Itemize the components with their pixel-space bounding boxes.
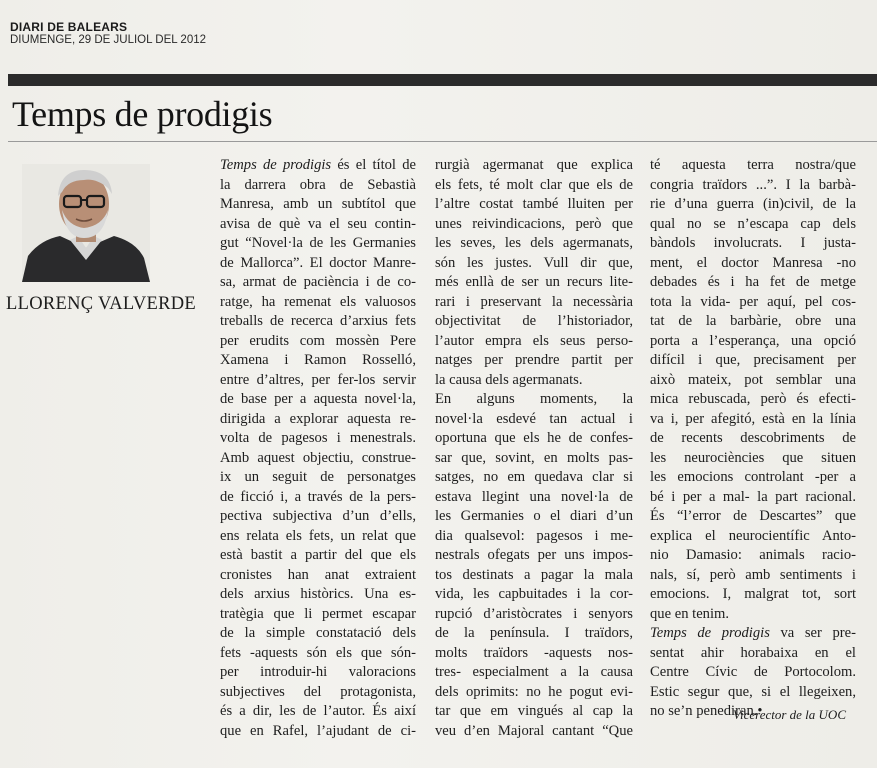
text-run: no se’n penediran.• bbox=[650, 703, 763, 719]
text-line bbox=[650, 195, 856, 215]
text-run: l’autor empra els seus perso- bbox=[435, 332, 633, 349]
text-line bbox=[435, 585, 633, 605]
text-run: És “l’error de Descartes” que bbox=[650, 508, 856, 524]
text-run: ratge, ha remenat els valuosos bbox=[220, 293, 416, 310]
text-line bbox=[220, 410, 416, 430]
text-run: de ficció i, a través de la pers- bbox=[220, 488, 416, 505]
text-line bbox=[650, 488, 856, 508]
text-run: Estic segur que, si el llegeixen, bbox=[650, 683, 856, 700]
text-line bbox=[435, 702, 633, 722]
text-run: dels oprimits: no he pogut evi- bbox=[435, 683, 633, 700]
text-run: va i, per afegitó, està en la línia bbox=[650, 410, 856, 427]
text-run: molts traïdors -aquests nos- bbox=[435, 644, 633, 661]
text-run: novel·la esdevé tan actual i bbox=[435, 410, 633, 427]
text-line bbox=[650, 644, 856, 664]
text-run: sar que, sovint, en molts pas- bbox=[435, 449, 633, 466]
text-run: de Mallorca”. El doctor Manre- bbox=[220, 254, 416, 271]
text-line bbox=[435, 507, 633, 527]
text-line bbox=[220, 624, 416, 644]
text-line bbox=[650, 293, 856, 313]
text-run: difícil i que, precisament per bbox=[650, 352, 856, 368]
text-line bbox=[220, 254, 416, 274]
text-line bbox=[650, 683, 856, 703]
text-run: Centre Cívic de Portocolom. bbox=[650, 664, 856, 680]
text-line bbox=[220, 722, 416, 742]
text-line bbox=[435, 215, 633, 235]
text-run: entre d’altres, per fer-los servir bbox=[220, 371, 416, 388]
text-line bbox=[435, 683, 633, 703]
text-line bbox=[650, 624, 856, 644]
text-run: per introduir-hi valoracions bbox=[220, 664, 416, 680]
text-line bbox=[650, 507, 856, 527]
text-line bbox=[435, 254, 633, 274]
text-line bbox=[650, 351, 856, 371]
section-rule bbox=[8, 74, 877, 86]
text-line bbox=[650, 254, 856, 274]
text-run: són les justes. Vull dir que, bbox=[435, 254, 633, 271]
text-line bbox=[220, 332, 416, 352]
text-line bbox=[435, 234, 633, 254]
text-line bbox=[435, 429, 633, 449]
text-line bbox=[435, 527, 633, 547]
text-line bbox=[435, 644, 633, 664]
text-line bbox=[435, 351, 633, 371]
text-line bbox=[650, 312, 856, 332]
text-line bbox=[435, 624, 633, 644]
text-line bbox=[435, 488, 633, 508]
text-run: Xamena i Ramon Rosselló, bbox=[220, 352, 416, 368]
text-line bbox=[220, 215, 416, 235]
text-run: rurgià agermanat que explica bbox=[435, 157, 633, 173]
text-line bbox=[220, 449, 416, 469]
text-run: té aquesta terra nostra/que bbox=[650, 157, 856, 173]
text-line bbox=[220, 468, 416, 488]
text-line bbox=[435, 332, 633, 352]
text-run: explica el neurocientífic Anto- bbox=[650, 527, 856, 544]
text-run: bé i per a mal- la part racional. bbox=[650, 488, 856, 505]
text-run: unes reivindicacions, però que bbox=[435, 215, 633, 232]
text-line bbox=[220, 176, 416, 196]
text-line bbox=[220, 351, 416, 371]
text-line bbox=[435, 293, 633, 313]
text-line bbox=[650, 429, 856, 449]
text-run: està bastit a partir del que els bbox=[220, 547, 416, 563]
article-column-1 bbox=[220, 156, 416, 741]
text-run: la darrera obra de Sebastià bbox=[220, 176, 416, 193]
text-line bbox=[435, 176, 633, 196]
text-line bbox=[220, 312, 416, 332]
text-run: porta a l’esperança, una opció bbox=[650, 332, 856, 349]
text-line bbox=[220, 507, 416, 527]
text-run: estava llegint una novel·la de bbox=[435, 488, 633, 505]
text-line bbox=[220, 527, 416, 547]
text-line bbox=[435, 371, 633, 391]
article-headline: Temps de prodigis bbox=[12, 94, 273, 134]
text-run: l’altre costat també lluiten per bbox=[435, 196, 633, 212]
text-line bbox=[435, 195, 633, 215]
text-run: que en Rafel, l’ajudant de ci- bbox=[220, 722, 416, 739]
text-line bbox=[220, 273, 416, 293]
text-run: mica rebuscada, però és efecti- bbox=[650, 391, 856, 407]
text-line bbox=[650, 527, 856, 547]
text-run: és el títol de bbox=[331, 157, 416, 173]
text-line bbox=[435, 722, 633, 742]
masthead bbox=[10, 20, 206, 46]
text-run: Manresa, amb un subtítol que bbox=[220, 196, 416, 212]
text-run: més enllà de ser un recurs lite- bbox=[435, 274, 633, 290]
text-run: nio Damasio: animals racio- bbox=[650, 547, 856, 563]
text-run: sentat ahir horabaixa en el bbox=[650, 644, 856, 661]
text-run: dia qualsevol: pagesos i me- bbox=[435, 527, 633, 544]
text-line bbox=[220, 390, 416, 410]
text-run: els fets, té molt clar que els de bbox=[435, 176, 633, 193]
text-line bbox=[435, 390, 633, 410]
text-run: emocions. I, malgrat tot, sort bbox=[650, 586, 856, 602]
text-run: tota la vida- per aquí, pel cos- bbox=[650, 293, 856, 310]
text-run: cronistes han anat extraient bbox=[220, 566, 416, 583]
text-run: satges, no em quedava clar si bbox=[435, 469, 633, 485]
text-run: veu d’en Majoral cantant “Que bbox=[435, 722, 633, 739]
book-title: Temps de prodigis bbox=[220, 157, 332, 173]
text-line bbox=[650, 449, 856, 469]
text-line bbox=[220, 644, 416, 664]
text-run: oportuna que els he de confes- bbox=[435, 430, 633, 446]
text-line bbox=[220, 585, 416, 605]
text-run: dels arxius històrics. Una es- bbox=[220, 586, 416, 602]
text-run: tos destinats a pagar la mala bbox=[435, 566, 633, 583]
text-line bbox=[650, 273, 856, 293]
text-run: rari i preservant la necessària bbox=[435, 293, 633, 310]
text-line bbox=[650, 468, 856, 488]
author-signature: Vicerector de la UOC bbox=[733, 707, 846, 722]
text-line bbox=[435, 566, 633, 586]
article-column-2 bbox=[435, 156, 633, 741]
text-run: de base per a aquesta novel·la, bbox=[220, 391, 416, 407]
text-run: dirigida a explorar aquesta re- bbox=[220, 410, 416, 427]
headline-divider bbox=[8, 141, 877, 142]
text-line bbox=[435, 605, 633, 625]
text-line bbox=[650, 332, 856, 352]
text-line bbox=[435, 546, 633, 566]
text-run: debades és i ha fet de metge bbox=[650, 274, 856, 290]
text-line bbox=[650, 234, 856, 254]
text-run: rie d’una guerra (in)civil, de la bbox=[650, 196, 856, 212]
text-run: pectiva subjectiva d’un d’ells, bbox=[220, 508, 416, 524]
text-run: tat de la barbàrie, obre una bbox=[650, 313, 856, 329]
text-run: natges per prendre partit per bbox=[435, 352, 633, 368]
text-run: ens relata els fets, un relat que bbox=[220, 527, 416, 544]
text-line bbox=[220, 371, 416, 391]
text-run: això mateix, pot semblar una bbox=[650, 371, 856, 388]
text-run: nestrals ofegats per uns impos- bbox=[435, 547, 633, 563]
text-line bbox=[220, 663, 416, 683]
text-run: la causa dels agermanats. bbox=[435, 371, 583, 388]
text-run: de la península. I traïdors, bbox=[435, 625, 633, 641]
text-run: per erudits com mossèn Pere bbox=[220, 332, 416, 349]
text-run: treballs de recerca d’arxius fets bbox=[220, 313, 416, 329]
text-run: és a dir, les de l’autor. És així bbox=[220, 703, 416, 719]
text-run: tratègia que li permet escapar bbox=[220, 605, 416, 622]
text-run: les Germanies o el diari d’un bbox=[435, 508, 633, 524]
text-run: En alguns moments, la bbox=[435, 391, 633, 407]
text-line bbox=[650, 585, 856, 605]
text-run: subjectives del protagonista, bbox=[220, 683, 416, 700]
author-byline: LLORENÇ VALVERDE bbox=[6, 294, 196, 314]
text-run: tar que em vingués al cap la bbox=[435, 703, 633, 719]
text-run: que en tenim. bbox=[650, 605, 730, 622]
text-line bbox=[220, 546, 416, 566]
author-portrait bbox=[22, 164, 150, 282]
text-run: sa, armat de paciència i de co- bbox=[220, 274, 416, 290]
text-line bbox=[220, 234, 416, 254]
text-line bbox=[650, 663, 856, 683]
text-line bbox=[650, 605, 856, 625]
text-line bbox=[220, 566, 416, 586]
text-run: vida, les capbuitades i la cor- bbox=[435, 586, 633, 602]
text-run: ix un seguit de personatges bbox=[220, 469, 416, 485]
text-line bbox=[650, 410, 856, 430]
text-run: les neurociències que situen bbox=[650, 449, 856, 466]
text-line bbox=[220, 195, 416, 215]
text-run: fets -aquests són els que són- bbox=[220, 644, 416, 661]
text-line bbox=[220, 683, 416, 703]
book-title: Temps de prodigis bbox=[650, 625, 770, 641]
text-line bbox=[220, 702, 416, 722]
text-run: Amb aquest objectiu, construe- bbox=[220, 449, 416, 466]
text-run: volta de pagesos i menestrals. bbox=[220, 430, 416, 446]
text-run: avisa de què va el seu contin- bbox=[220, 215, 416, 232]
text-line bbox=[650, 215, 856, 235]
text-run: objectivitat de l’historiador, bbox=[435, 313, 633, 329]
text-line bbox=[650, 156, 856, 176]
text-line bbox=[220, 429, 416, 449]
text-line bbox=[435, 273, 633, 293]
text-line bbox=[650, 176, 856, 196]
text-run: tres- especialment a la causa bbox=[435, 664, 633, 680]
newspaper-name: DIARI DE BALEARS bbox=[10, 20, 128, 34]
text-line bbox=[650, 546, 856, 566]
text-line bbox=[435, 468, 633, 488]
text-line bbox=[220, 605, 416, 625]
text-line bbox=[650, 371, 856, 391]
text-run: rupció d’aristòcrates i senyors bbox=[435, 605, 633, 622]
text-line bbox=[650, 390, 856, 410]
text-line bbox=[435, 410, 633, 430]
text-run: bàndols involucrats. I justa- bbox=[650, 235, 856, 251]
text-line bbox=[435, 312, 633, 332]
text-run: va ser pre- bbox=[769, 625, 856, 641]
text-run: ment, el doctor Manresa -no bbox=[650, 254, 856, 271]
issue-date: DIUMENGE, 29 DE JULIOL DEL 2012 bbox=[10, 34, 206, 46]
text-line bbox=[650, 566, 856, 586]
text-run: de recents descobriments de bbox=[650, 430, 856, 446]
text-run: de la simple constatació dels bbox=[220, 625, 416, 641]
text-line bbox=[435, 156, 633, 176]
text-run: les seves, les dels agermanats, bbox=[435, 235, 633, 251]
text-run: nals, sí, però amb sentiments i bbox=[650, 566, 856, 583]
text-run: gut “Novel·la de les Germanies bbox=[220, 235, 416, 251]
article-column-3 bbox=[650, 156, 856, 722]
text-run: les emocions controlant -per a bbox=[650, 469, 856, 485]
text-run: qual no se n’escapa cap dels bbox=[650, 215, 856, 232]
text-line bbox=[220, 156, 416, 176]
text-run: congria traïdors ...”. I la barbà- bbox=[650, 176, 856, 193]
text-line bbox=[220, 293, 416, 313]
text-line bbox=[435, 663, 633, 683]
text-line bbox=[435, 449, 633, 469]
text-line bbox=[220, 488, 416, 508]
